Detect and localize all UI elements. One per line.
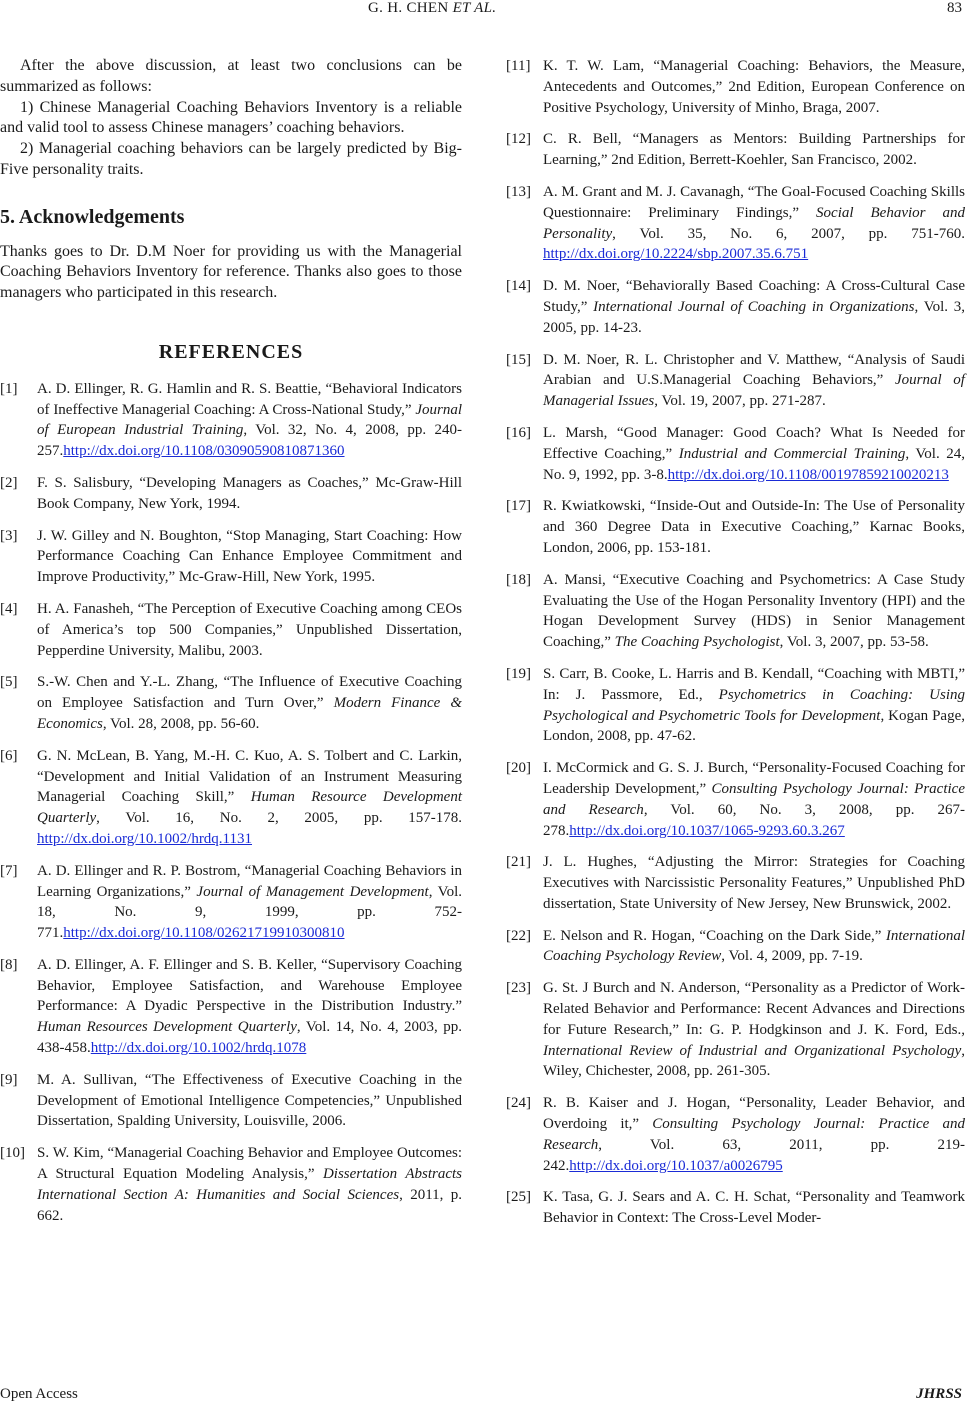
reference-text [543,570,965,653]
reference-source-title: Human Resource Development Quarterly [37,789,462,827]
reference-number: [2] [0,474,18,491]
reference-number: [20] [506,760,531,777]
doi-link[interactable]: http://dx.doi.org/10.1108/03090590810871360 [63,443,345,460]
reference-citation: D. M. Noer, R. L. Christopher and V. Matthew, “Analysis of Saudi Arabian and U.S.Managerial Coaching Behaviors,” [543,351,965,389]
reference-details: , Vol. 14, No. 4, 2003, pp. 438-458. [37,1019,462,1057]
reference-source-title: Social Behavior and Personality [543,204,965,242]
reference-item [0,473,462,515]
reference-item [0,746,462,850]
reference-text [543,423,965,485]
doi-link[interactable]: http://dx.doi.org/10.1002/hrdq.1131 [37,830,253,847]
reference-item [506,852,965,914]
reference-source-title: Industrial and Commercial Training [678,445,906,462]
references-list-right [506,56,965,1229]
references-list-left [0,379,462,1227]
reference-item [506,1093,965,1176]
reference-number: [12] [506,131,531,148]
reference-text [37,473,462,515]
reference-text [37,379,462,462]
doi-link[interactable]: http://dx.doi.org/10.1002/hrdq.1078 [90,1040,307,1057]
acknowledgements-text: Thanks goes to Dr. D.M Noer for providing us with the Managerial Coaching Behaviors Inventory for reference. Thanks also goes to those managers who participated in this research. [0,242,462,302]
reference-number: [19] [506,665,531,682]
reference-citation: K. Tasa, G. J. Sears and A. C. H. Schat, “Personality and Teamwork Behavior in Context: The Cross-Level Moder- [543,1189,965,1227]
reference-number: [9] [0,1071,18,1088]
conclusion-intro: After the above discussion, at least two conclusions can be summarized as follows: [0,57,462,95]
reference-details: , Vol. 63, 2011, pp. 219-242. [543,1136,965,1174]
right-column [506,56,965,1240]
reference-item [0,955,462,1059]
reference-number: [24] [506,1095,531,1112]
reference-item [506,423,965,485]
reference-text [543,56,965,118]
reference-text [543,926,965,968]
reference-details: , Vol. 3, 2007, pp. 53-58. [779,634,929,651]
reference-item [0,861,462,944]
reference-text [543,978,965,1082]
reference-text [543,758,965,841]
reference-item [506,182,965,265]
reference-number: [4] [0,600,18,617]
reference-citation: R. Kwiatkowski, “Inside-Out and Outside-In: The Use of Personality and 360 Degree Data in Executive Coaching,” Karnac Books, London, 2006, pp. 153-181. [543,498,965,556]
reference-item [0,379,462,462]
reference-details: , 2011, p. 662. [37,1186,462,1224]
reference-text [37,746,462,850]
reference-details: , Vol. 18, No. 9, 1999, pp. 752-771. [37,883,462,942]
reference-source-title: Journal of Managerial Issues [543,372,965,410]
reference-citation: M. A. Sullivan, “The Effectiveness of Executive Coaching in the Development of Emotional Intelligence Competencies,” Unpublished Dissertation, Spalding University, Louisville, 2006. [37,1071,462,1130]
reference-citation: L. Marsh, “Good Manager: Good Coach? What Is Needed for Effective Coaching,” [543,424,965,462]
reference-item [0,1070,462,1132]
reference-text [37,955,462,1059]
reference-item [506,276,965,338]
reference-source-title: The Coaching Psychologist [614,634,780,651]
reference-citation: G. St. J Burch and N. Anderson, “Personality as a Predictor of Work-Related Behavior and Performance: Recent Advances and Directions for Future Research,” In: G. P. Hodgkinson and J. K. Ford, Eds., [543,980,965,1038]
references-heading: REFERENCES [158,340,304,363]
journal-abbrev: JHRSS [916,1386,962,1402]
running-title-etal: ET AL. [452,0,497,16]
reference-text [37,526,462,588]
reference-item [506,129,965,171]
conclusion-2: 2) Managerial coaching behaviors can be largely predicted by Big-Five personality traits. [0,140,462,178]
reference-item [506,56,965,118]
reference-details: , Vol. 32, No. 4, 2008, pp. 240-257. [37,422,462,460]
reference-details: , Vol. 3, 2005, pp. 14-23. [543,298,966,336]
reference-details: , Vol. 28, 2008, pp. 56-60. [102,715,260,732]
reference-number: [21] [506,854,531,871]
reference-source-title: Modern Finance & Economics [37,695,462,732]
page-number: 83 [947,0,962,16]
reference-text [543,496,965,558]
reference-text [37,599,462,661]
reference-number: [8] [0,956,18,973]
reference-citation: A. Mansi, “Executive Coaching and Psychometrics: A Case Study Evaluating the Use of the Hogan Personality Inventory (HPI) and the Hogan Development Survey (HDS) in Senior Management Coaching,” [543,571,965,651]
reference-item [506,664,965,747]
reference-citation: C. R. Bell, “Managers as Mentors: Building Partnerships for Learning,” 2nd Edition, Berrett-Koehler, San Francisco, 2002. [543,131,965,169]
running-title-authors: G. H. CHEN [368,0,449,16]
reference-citation: A. M. Grant and M. J. Cavanagh, “The Goal-Focused Coaching Skills Questionnaire: Preliminary Findings,” [543,183,965,221]
reference-source-title: International Journal of Coaching in Organizations [593,298,915,315]
reference-source-title: Dissertation Abstracts International Section A: Humanities and Social Sciences [37,1166,462,1203]
reference-number: [17] [506,498,531,515]
reference-details: , Vol. 60, No. 3, 2008, pp. 267-278. [543,801,965,839]
left-column [0,56,462,1237]
reference-text [37,1070,462,1132]
open-access-label: Open Access [0,1386,78,1402]
reference-number: [11] [506,58,531,74]
reference-number: [16] [506,424,531,441]
reference-citation: S.-W. Chen and Y.-L. Zhang, “The Influence of Executive Coaching on Employee Satisfaction and Turn Over,” [37,674,462,712]
reference-item [0,672,462,734]
reference-text [37,672,462,734]
reference-number: [13] [506,183,531,200]
reference-citation: A. D. Ellinger and R. P. Bostrom, “Managerial Coaching Behaviors in Learning Organizations,” [37,862,462,900]
reference-number: [14] [506,278,531,295]
reference-number: [3] [0,527,18,544]
reference-source-title: Journal of European Industrial Training [37,401,462,439]
reference-details: , Vol. 16, No. 2, 2005, pp. 157-178. [96,810,462,827]
reference-item [506,978,965,1082]
reference-text [543,276,965,338]
reference-item [506,496,965,558]
reference-citation: S. W. Kim, “Managerial Coaching Behavior and Employee Outcomes: A Structural Equation Modeling Analysis,” [37,1145,462,1183]
reference-text [543,664,965,747]
reference-text [37,1143,462,1226]
reference-citation: R. B. Kaiser and J. Hogan, “Personality, Leader Behavior, and Overdoing it,” [543,1095,965,1133]
reference-citation: A. D. Ellinger, A. F. Ellinger and S. B. Keller, “Supervisory Coaching Behavior, Employee Satisfaction, and Warehouse Employee Performance: A Dyadic Perspective in the Distribution Industry.” [37,956,462,1015]
reference-source-title: Psychometrics in Coaching: Using Psychological and Psychometric Tools for Development [543,686,965,724]
reference-number: [18] [506,571,531,588]
reference-number: [22] [506,927,531,944]
reference-text [543,350,965,412]
doi-link[interactable]: http://dx.doi.org/10.1108/02621719910300810 [63,925,345,942]
reference-item [0,526,462,588]
reference-text [543,1187,965,1229]
reference-details: , Vol. 4, 2009, pp. 7-19. [721,948,863,965]
reference-number: [5] [0,674,18,691]
reference-citation: J. W. Gilley and N. Boughton, “Stop Managing, Start Coaching: How Performance Coaching Can Enhance Employee Commitment and Improve Productivity,” Mc-Graw-Hill, New York, 1995. [37,527,462,586]
reference-details: , Vol. 24, No. 9, 1992, pp. 3-8. [543,445,966,483]
reference-citation: I. McCormick and G. S. J. Burch, “Personality-Focused Coaching for Leadership Development,” [543,760,965,797]
reference-citation: J. L. Hughes, “Adjusting the Mirror: Strategies for Coaching Executives with Narcissistic Personality Features,” Unpublished PhD dissertation, State University of New Jersey, New Brunswick, 2002. [543,854,965,912]
reference-text [543,1093,965,1176]
doi-link[interactable]: http://dx.doi.org/10.1037/a0026795 [569,1157,783,1174]
page-footer [0,1386,968,1406]
reference-item [506,1187,965,1229]
conclusion-1: 1) Chinese Managerial Coaching Behaviors Inventory is a reliable and valid tool to assess Chinese managers’ coaching behaviors. [0,98,462,137]
reference-source-title: International Coaching Psychology Review [543,927,965,965]
reference-citation: K. T. W. Lam, “Managerial Coaching: Behaviors, the Measure, Antecedents and Outcomes,” 2nd Edition, European Conference on Positive Psychology, University of Minho, Braga, 2007. [543,58,965,116]
reference-number: [10] [0,1145,25,1162]
doi-link[interactable]: http://dx.doi.org/10.2224/sbp.2007.35.6.751 [543,246,809,263]
reference-item [506,758,965,841]
acknowledgements-heading: 5. Acknowledgements [0,205,185,228]
reference-item [506,926,965,968]
reference-citation: F. S. Salisbury, “Developing Managers as Coaches,” Mc-Graw-Hill Book Company, New York, 1994. [37,474,462,512]
reference-item [506,350,965,412]
reference-details: , Vol. 19, 2007, pp. 271-287. [654,393,826,410]
reference-text [543,182,965,265]
reference-citation: S. Carr, B. Cooke, L. Harris and B. Kendall, “Coaching with MBTI,” In: J. Passmore, Ed., [543,665,965,703]
reference-source-title: Human Resources Development Quarterly [37,1019,297,1036]
reference-number: [7] [0,862,18,879]
reference-source-title: Journal of Management Development [196,883,429,900]
page-header [0,0,968,24]
reference-number: [25] [506,1189,531,1206]
reference-item [506,570,965,653]
reference-source-title: Consulting Psychology Journal: Practice and Research [543,1116,965,1153]
reference-text [543,129,965,171]
doi-link[interactable]: http://dx.doi.org/10.1108/00197859210020213 [667,466,949,483]
reference-item [0,599,462,661]
reference-citation: D. M. Noer, “Behaviorally Based Coaching: A Cross-Cultural Case Study,” [543,278,965,315]
reference-citation: E. Nelson and R. Hogan, “Coaching on the Dark Side,” [543,927,886,944]
doi-link[interactable]: http://dx.doi.org/10.1037/1065-9293.60.3.267 [569,822,845,839]
reference-number: [6] [0,747,18,764]
reference-citation: A. D. Ellinger, R. G. Hamlin and R. S. Beattie, “Behavioral Indicators of Ineffective Managerial Coaching: A Cross-National Study,” [37,380,462,418]
reference-citation: G. N. McLean, B. Yang, M.-H. C. Kuo, A. S. Tolbert and C. Larkin, “Development and Initial Validation of an Instrument Measuring Managerial Coaching Skill,” [37,747,462,806]
running-title [368,0,496,17]
reference-item [0,1143,462,1226]
reference-details: , Vol. 35, No. 6, 2007, pp. 751-760. [612,225,965,242]
reference-text [543,852,965,914]
reference-text [37,861,462,944]
reference-details: , Kogan Page, London, 2008, pp. 47-62. [543,707,965,745]
reference-citation: H. A. Fanasheh, “The Perception of Executive Coaching among CEOs of America’s top 500 Companies,” Unpublished Dissertation, Pepperdine University, Malibu, 2003. [37,600,462,659]
reference-details: , Wiley, Chichester, 2008, pp. 261-305. [543,1042,965,1080]
reference-number: [1] [0,380,18,397]
reference-number: [23] [506,980,531,997]
reference-number: [15] [506,351,531,368]
reference-source-title: Consulting Psychology Journal: Practice and Research [543,780,965,818]
reference-source-title: International Review of Industrial and Organizational Psychology [543,1042,962,1059]
